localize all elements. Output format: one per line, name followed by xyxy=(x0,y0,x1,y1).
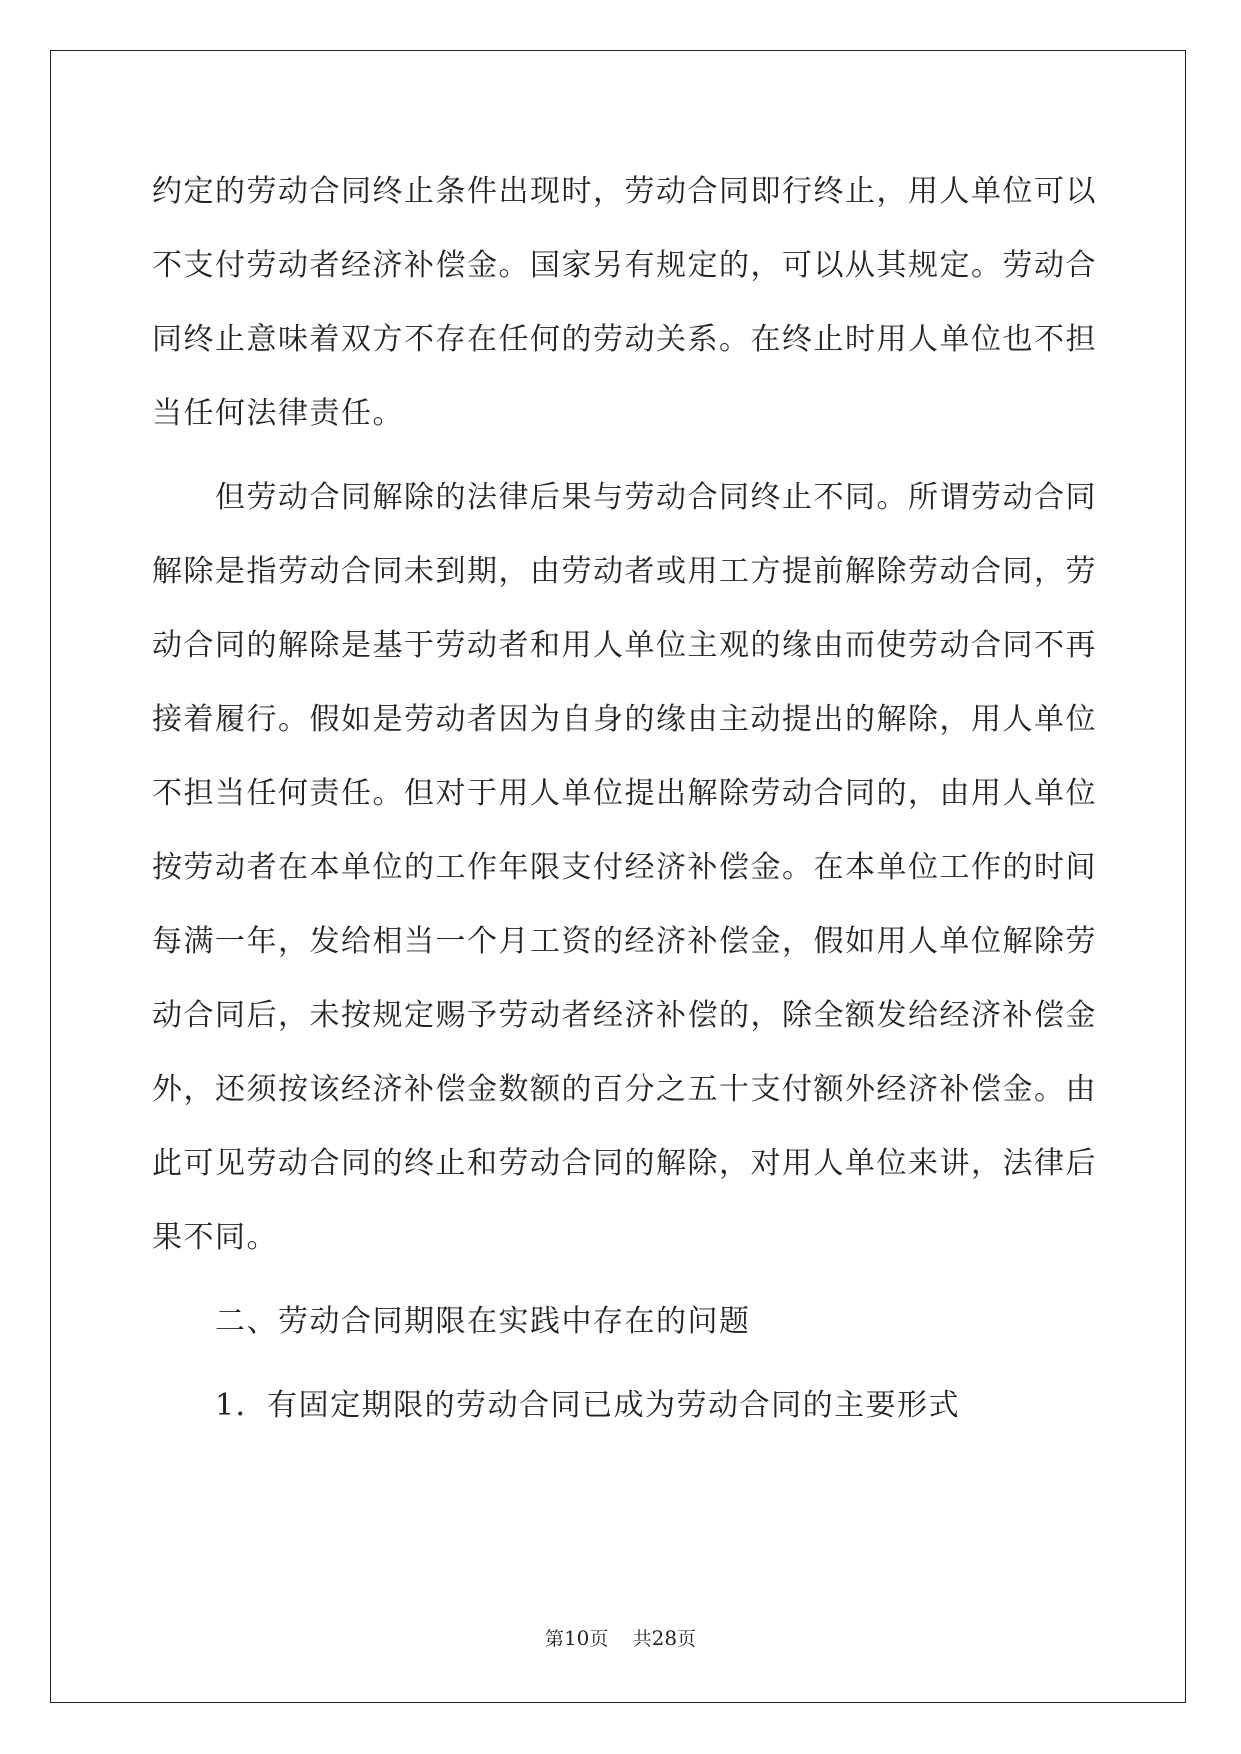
page-prefix: 第 xyxy=(544,1628,564,1650)
paragraph-line: 每满一年，发给相当一个月工资的经济补偿金，假如用人单位解除劳 xyxy=(152,924,1097,959)
paragraph-line: 接着履行。假如是劳动者因为自身的缘由主动提出的解除，用人单位 xyxy=(152,702,1097,737)
paragraph-line: 但劳动合同解除的法律后果与劳动合同终止不同。所谓劳动合同 xyxy=(152,480,1097,515)
paragraph-2 xyxy=(152,461,1097,1275)
paragraph-line: 按劳动者在本单位的工作年限支付经济补偿金。在本单位工作的时间 xyxy=(152,850,1097,885)
paragraph-line: 约定的劳动合同终止条件出现时，劳动合同即行终止，用人单位可以 xyxy=(152,174,1097,209)
document-body xyxy=(152,155,1097,1443)
page-footer xyxy=(0,1624,1241,1651)
total-suffix: 页 xyxy=(677,1628,697,1650)
page-suffix: 页 xyxy=(589,1628,609,1650)
paragraph-line: 此可见劳动合同的终止和劳动合同的解除，对用人单位来讲，法律后 xyxy=(152,1146,1097,1181)
page-number: 10 xyxy=(563,1626,590,1650)
paragraph-line: 不担当任何责任。但对于用人单位提出解除劳动合同的，由用人单位 xyxy=(152,776,1097,811)
sub-heading: 1．有固定期限的劳动合同已成为劳动合同的主要形式 xyxy=(152,1388,961,1423)
total-prefix: 共 xyxy=(632,1628,652,1650)
paragraph-line: 外，还须按该经济补偿金数额的百分之五十支付额外经济补偿金。由 xyxy=(152,1072,1097,1107)
paragraph-line: 动合同后，未按规定赐予劳动者经济补偿的，除全额发给经济补偿金 xyxy=(152,998,1097,1033)
paragraph-line: 当任何法律责任。 xyxy=(152,396,404,431)
paragraph-line: 果不同。 xyxy=(152,1220,278,1255)
total-pages: 28 xyxy=(651,1626,678,1650)
paragraph-line: 同终止意味着双方不存在任何的劳动关系。在终止时用人单位也不担 xyxy=(152,322,1097,357)
paragraph-line: 动合同的解除是基于劳动者和用人单位主观的缘由而使劳动合同不再 xyxy=(152,628,1097,663)
paragraph-line: 不支付劳动者经济补偿金。国家另有规定的，可以从其规定。劳动合 xyxy=(152,248,1097,283)
section-heading: 二、劳动合同期限在实践中存在的问题 xyxy=(152,1304,751,1339)
paragraph-1 xyxy=(152,155,1097,451)
paragraph-line: 解除是指劳动合同未到期，由劳动者或用工方提前解除劳动合同，劳 xyxy=(152,554,1097,589)
